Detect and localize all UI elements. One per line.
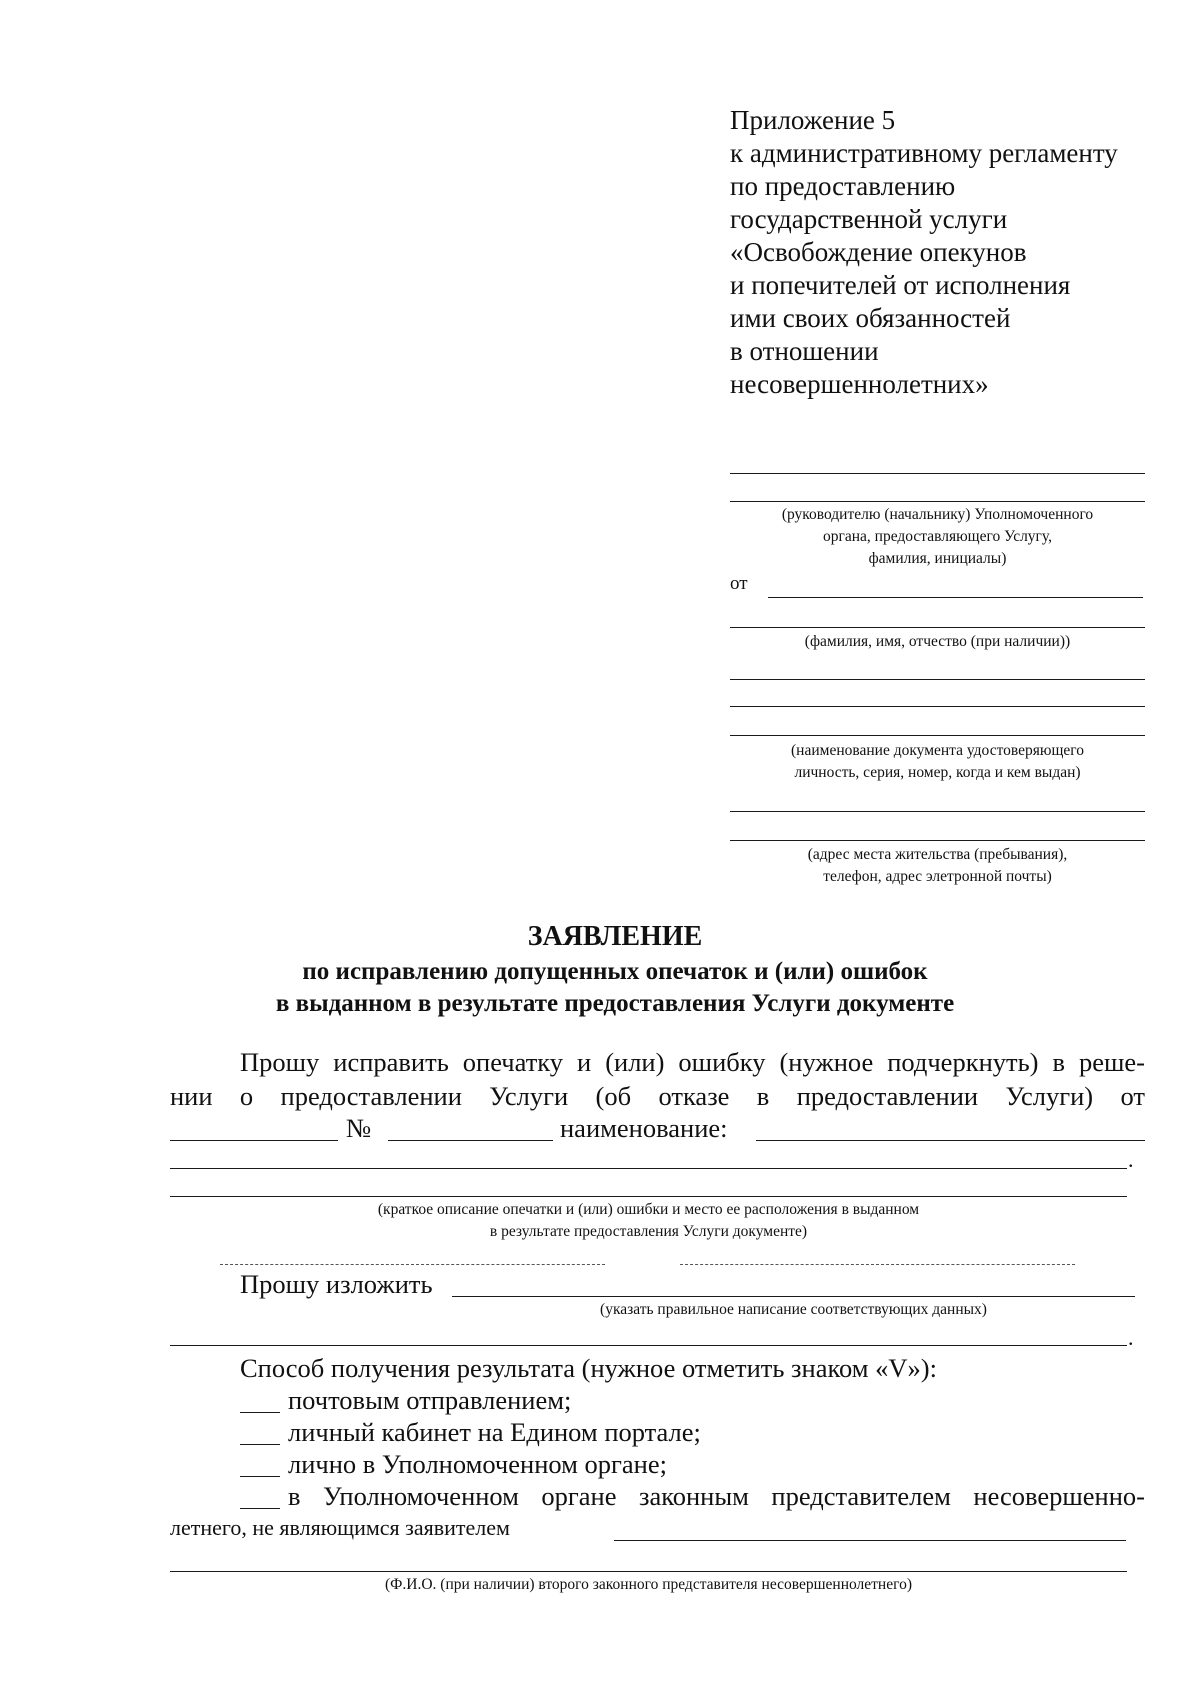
correction-blank-line bbox=[452, 1296, 1135, 1297]
header-line: по предоставлению bbox=[730, 171, 956, 201]
representative-caption: (Ф.И.О. (при наличии) второго законного представителя несовершеннолетнего) bbox=[385, 1576, 912, 1593]
appendix-header bbox=[730, 104, 1170, 401]
document-title: ЗАЯВЛЕНИЕ bbox=[527, 921, 703, 952]
correction-blank-line bbox=[170, 1345, 1127, 1346]
number-blank-line bbox=[388, 1140, 553, 1141]
number-sign: № bbox=[346, 1113, 372, 1143]
request-text-line: Прошу исправить опечатку и (или) ошибку (нужное подчеркнуть) в реше- bbox=[240, 1047, 1145, 1077]
representative-blank-line bbox=[170, 1571, 1127, 1572]
checkbox-blank-line bbox=[240, 1412, 280, 1413]
document-caption: (наименование документа удостоверяющего личность, серия, номер, когда и кем выдан) bbox=[791, 742, 1084, 781]
address-blank-line bbox=[730, 811, 1145, 812]
checkbox-blank-line bbox=[240, 1508, 280, 1509]
representative-blank-line bbox=[614, 1540, 1126, 1541]
address-blank-line bbox=[730, 840, 1145, 841]
address-caption: (адрес места жительства (пребывания), телефон, адрес элетронной почты) bbox=[807, 846, 1068, 885]
header-line: в отношении bbox=[730, 336, 879, 366]
period: . bbox=[1128, 1147, 1134, 1172]
document-subtitle: по исправлению допущенных опечаток и (или) ошибок bbox=[302, 958, 928, 985]
document-blank-line bbox=[730, 706, 1145, 707]
from-label: от bbox=[730, 573, 748, 594]
name-blank-line bbox=[730, 627, 1145, 628]
name-blank-line bbox=[756, 1140, 1145, 1141]
addressee-blank-line bbox=[730, 501, 1145, 502]
correction-label: Прошу изложить bbox=[240, 1269, 433, 1299]
error-blank-line bbox=[170, 1196, 1127, 1197]
error-caption: (краткое описание опечатки и (или) ошибки и место ее расположения в выданном в результате предоставления Услуги документе) bbox=[377, 1201, 920, 1240]
from-blank-line bbox=[768, 597, 1143, 598]
header-line: к административному регламенту bbox=[730, 138, 1118, 168]
scan-dash-line bbox=[680, 1264, 1075, 1265]
header-line: «Освобождение опекунов bbox=[730, 237, 1027, 267]
addressee-blank-line bbox=[730, 473, 1145, 474]
correction-caption: (указать правильное написание соответствующих данных) bbox=[600, 1301, 987, 1318]
header-line: несовершеннолетних» bbox=[730, 369, 989, 399]
delivery-option: личный кабинет на Едином портале; bbox=[288, 1417, 701, 1447]
header-line: ими своих обязанностей bbox=[730, 303, 1011, 333]
document-blank-line bbox=[730, 679, 1145, 680]
document-subtitle: в выданном в результате предоставления Услуги документе bbox=[275, 990, 955, 1017]
checkbox-blank-line bbox=[240, 1476, 280, 1477]
checkbox-blank-line bbox=[240, 1444, 280, 1445]
name-label: наименование: bbox=[560, 1113, 728, 1143]
header-line: Приложение 5 bbox=[730, 105, 896, 135]
period: . bbox=[1128, 1325, 1134, 1350]
name-caption: (фамилия, имя, отчество (при наличии)) bbox=[804, 633, 1071, 650]
date-blank-line bbox=[170, 1140, 338, 1141]
delivery-option-continuation: летнего, не являющимся заявителем bbox=[170, 1515, 510, 1540]
delivery-option: лично в Уполномоченном органе; bbox=[288, 1449, 667, 1479]
request-text-line: нии о предоставлении Услуги (об отказе в предоставлении Услуги) от bbox=[170, 1081, 1145, 1111]
header-line: и попечителей от исполнения bbox=[730, 270, 1071, 300]
delivery-heading: Способ получения результата (нужное отметить знаком «V»): bbox=[240, 1353, 937, 1383]
addressee-caption: (руководителю (начальнику) Уполномоченного органа, предоставляющего Услугу, фамилия, инициалы) bbox=[781, 506, 1094, 567]
error-blank-line bbox=[170, 1168, 1127, 1169]
scan-dash-line bbox=[220, 1264, 605, 1265]
document-blank-line bbox=[730, 735, 1145, 736]
header-line: государственной услуги bbox=[730, 204, 1008, 234]
delivery-option: в Уполномоченном органе законным представителем несовершенно- bbox=[288, 1481, 1145, 1511]
delivery-option: почтовым отправлением; bbox=[288, 1385, 572, 1415]
